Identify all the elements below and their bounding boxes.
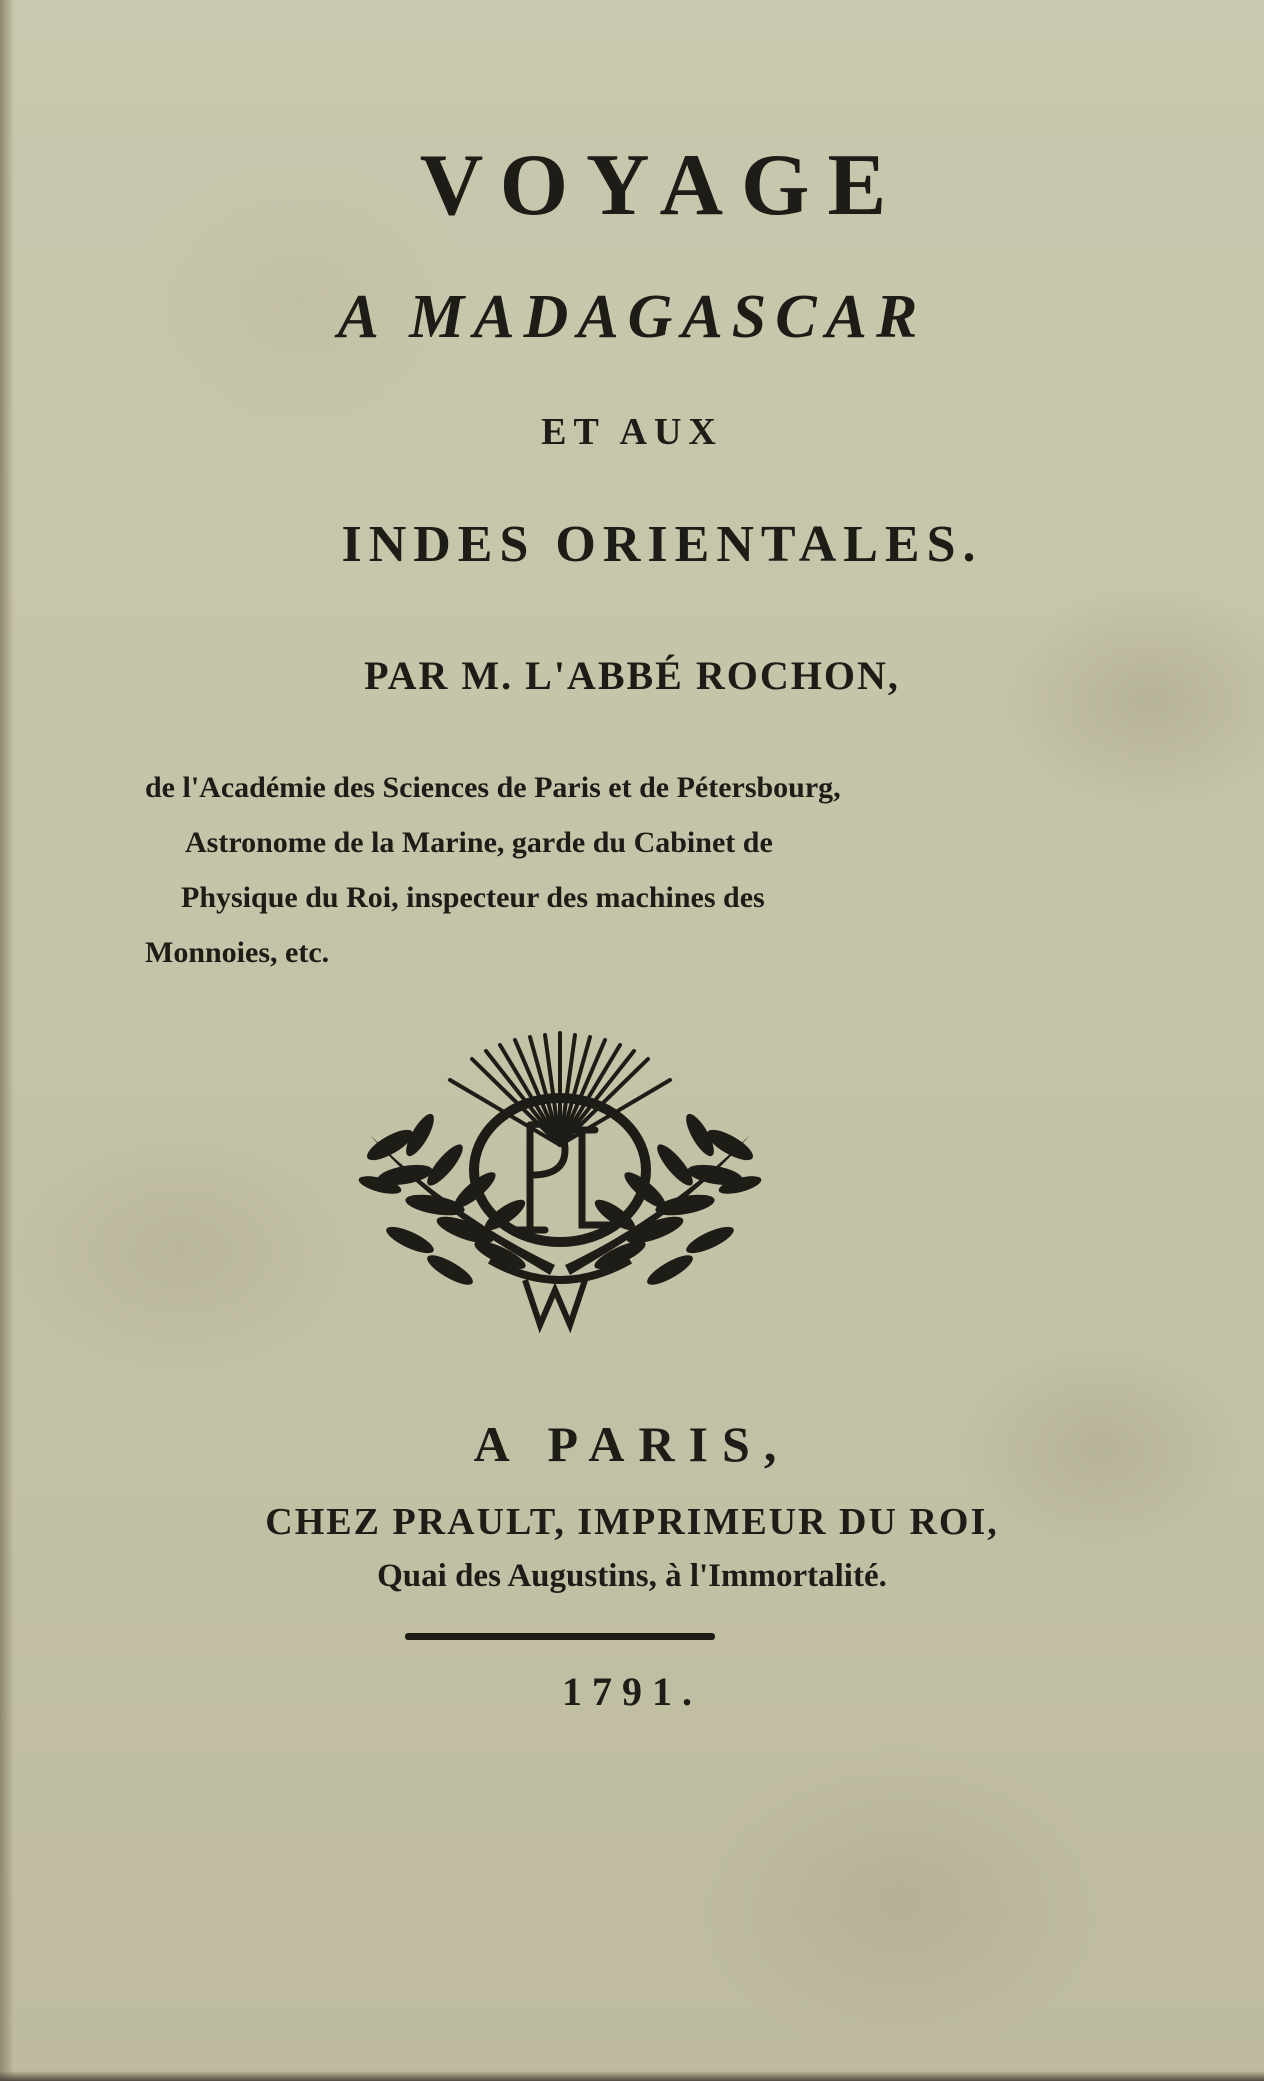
book-subtitle-line2: INDES ORIENTALES. bbox=[341, 516, 983, 573]
imprint-year: 1791. bbox=[562, 1669, 702, 1714]
page-bottom-shadow bbox=[0, 2071, 1264, 2081]
credentials-line: Physique du Roi, inspecteur des machines des bbox=[181, 881, 765, 914]
imprint-address: Quai des Augustins, à l'Immortalité. bbox=[377, 1558, 887, 1594]
imprint-printer: CHEZ PRAULT, IMPRIMEUR DU ROI, bbox=[265, 1501, 999, 1543]
royal-monogram-wreath-emblem bbox=[350, 1025, 770, 1335]
subtitle-conjunction: ET AUX bbox=[541, 411, 723, 453]
credentials-line: Monnoies, etc. bbox=[145, 936, 330, 969]
author-credentials bbox=[145, 760, 995, 980]
imprint-city: A PARIS, bbox=[473, 1416, 791, 1472]
author-line: PAR M. L'ABBÉ ROCHON, bbox=[364, 653, 900, 698]
book-subtitle-line1: A MADAGASCAR bbox=[337, 283, 927, 351]
credentials-line: de l'Académie des Sciences de Paris et de Pétersbourg, bbox=[145, 771, 841, 804]
book-title: VOYAGE bbox=[419, 137, 905, 234]
credentials-line: Astronome de la Marine, garde du Cabinet de bbox=[185, 826, 773, 859]
emblem-right-branch bbox=[565, 1110, 763, 1290]
emblem-left-branch bbox=[357, 1110, 555, 1290]
horizontal-rule bbox=[405, 1633, 715, 1640]
emblem-monogram bbox=[515, 1124, 612, 1230]
